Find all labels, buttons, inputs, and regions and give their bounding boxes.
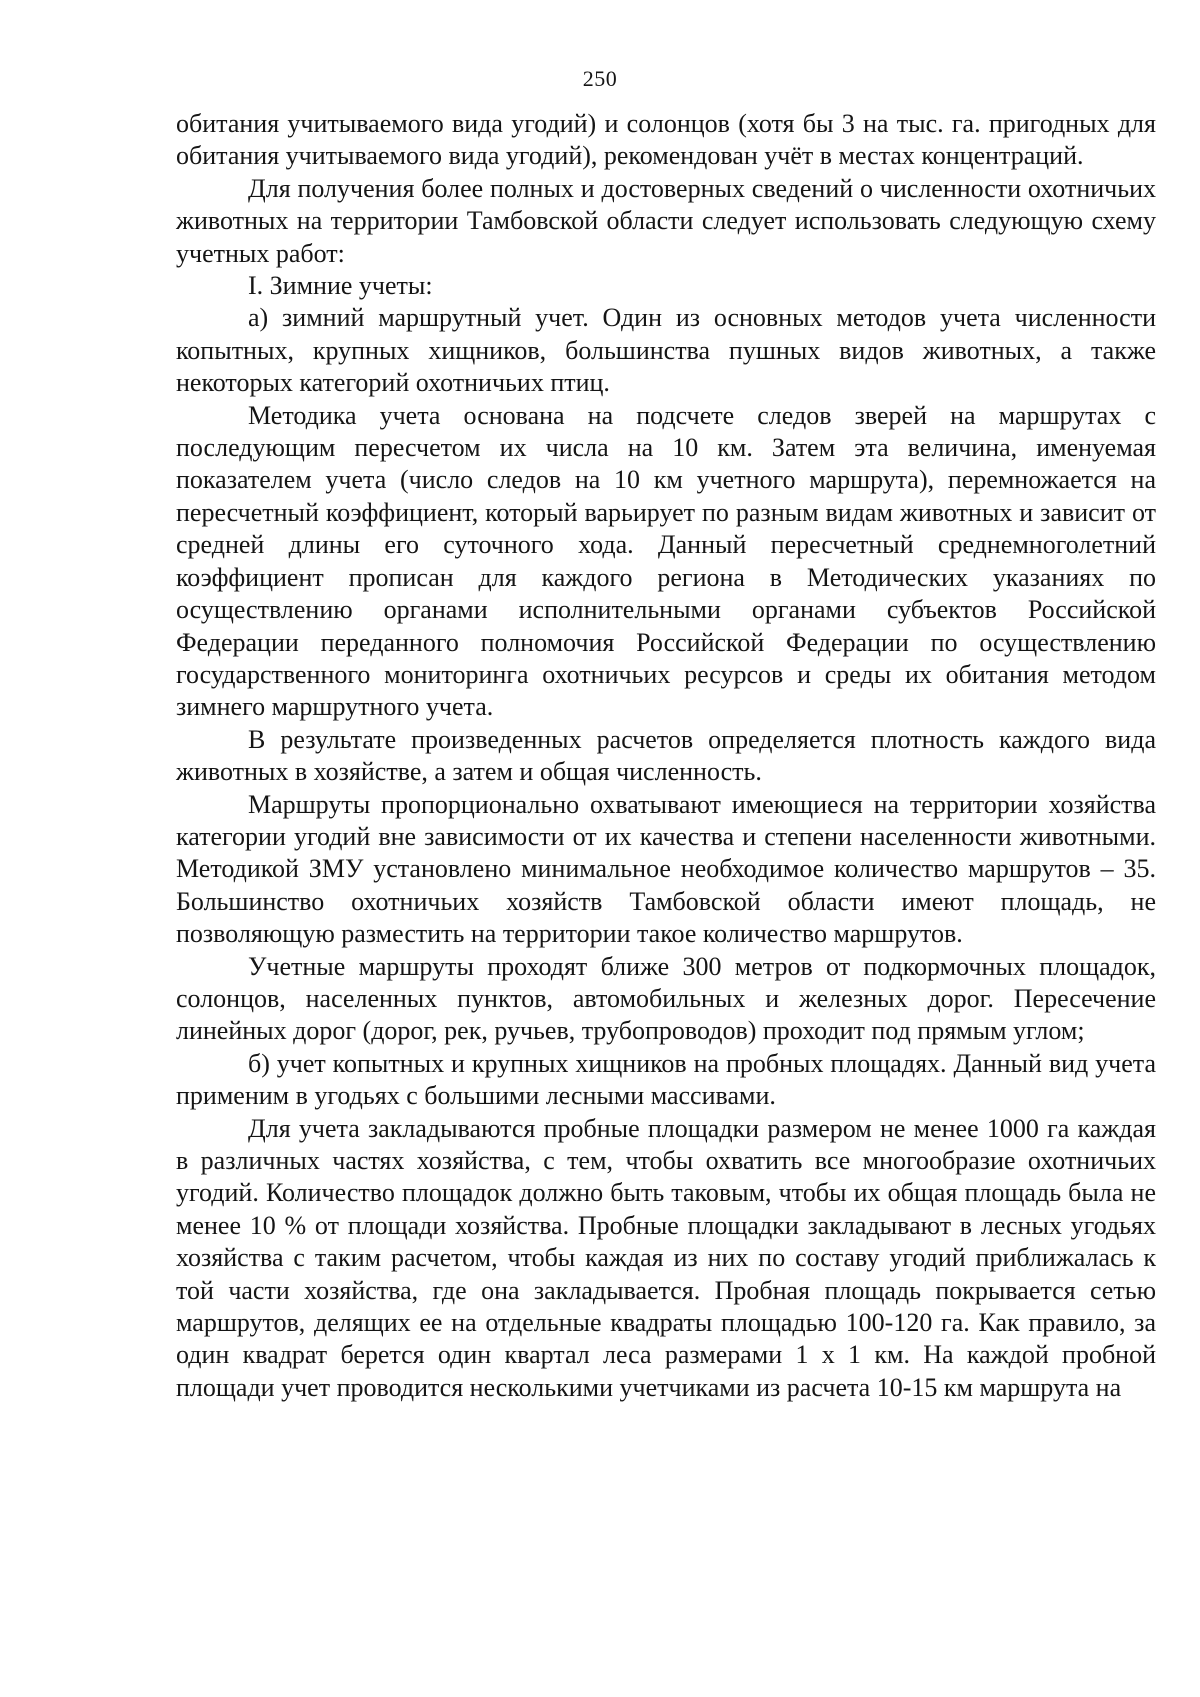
paragraph-sample-plot-method: Для учета закладываются пробные площадки размером не менее 1000 га каждая в различных частях хозяйства, с тем, чтобы охватить все многообразие охотничьих угодий. Количество площадок должно быть таковым, чтобы их общая площадь была не менее 10 % от площади хозяйства. Пробные площадки закладывают в лесных угодьях хозяйства с таким расчетом, чтобы каждая из них по составу угодий приближалась к той части хозяйства, где она закладывается. Пробная площадь покрывается сетью маршрутов, делящих ее на отдельные квадраты площадью 100-120 га. Как правило, за один квадрат берется один квартал леса размерами 1 х 1 км. На каждой пробной площади учет проводится несколькими учетчиками из расчета 10-15 км маршрута на	[176, 1113, 1156, 1402]
body-text	[176, 108, 1156, 1404]
paragraph-continuation: обитания учитываемого вида угодий) и солонцов (хотя бы 3 на тыс. га. пригодных для обитания учитываемого вида угодий), рекомендован учёт в местах концентраций.	[176, 109, 1156, 171]
paragraph-routes-coverage: Маршруты пропорционально охватывают имеющиеся на территории хозяйства категории угодий вне зависимости от их качества и степени населенности животными. Методикой ЗМУ установлено минимальное необходимое количество маршрутов – 35. Большинство охотничьих хозяйств Тамбовской области имеют площадь, не позволяющую разместить на территории такое количество маршрутов.	[176, 789, 1156, 949]
page-number: 250	[582, 66, 618, 91]
paragraph-winter-route-count: а) зимний маршрутный учет. Один из основных методов учета численности копытных, крупных хищников, большинства пушных видов животных, а также некоторых категорий охотничьих птиц.	[176, 303, 1156, 398]
paragraph-accounting-scheme: Для получения более полных и достоверных сведений о численности охотничьих животных на территории Тамбовской области следует использовать следующую схему учетных работ:	[176, 173, 1156, 268]
paragraph-route-placement: Учетные маршруты проходят ближе 300 метров от подкормочных площадок, солонцов, населенных пунктов, автомобильных и железных дорог. Пересечение линейных дорог (дорог, рек, ручьев, трубопроводов) проходит под прямым углом;	[176, 951, 1156, 1046]
paragraph-method-description: Методика учета основана на подсчете следов зверей на маршрутах с последующим пересчетом их числа на 10 км. Затем эта величина, именуемая показателем учета (число следов на 10 км учетного маршрута), перемножается на пересчетный коэффициент, который варьирует по разным видам животных и зависит от средней длины его суточного хода. Данный пересчетный среднемноголетний коэффициент прописан для каждого региона в Методических указаниях по осуществлению органами исполнительными органами субъектов Российской Федерации переданного полномочия Российской Федерации по осуществлению государственного мониторинга охотничьих ресурсов и среды их обитания методом зимнего маршрутного учета.	[176, 400, 1156, 722]
paragraph-sample-plot-count: б) учет копытных и крупных хищников на пробных площадях. Данный вид учета применим в угодьях с большими лесными массивами.	[176, 1048, 1156, 1111]
paragraph-calculation-result: В результате произведенных расчетов определяется плотность каждого вида животных в хозяйстве, а затем и общая численность.	[176, 724, 1156, 787]
section-heading-winter-counts: I. Зимние учеты:	[248, 271, 433, 301]
